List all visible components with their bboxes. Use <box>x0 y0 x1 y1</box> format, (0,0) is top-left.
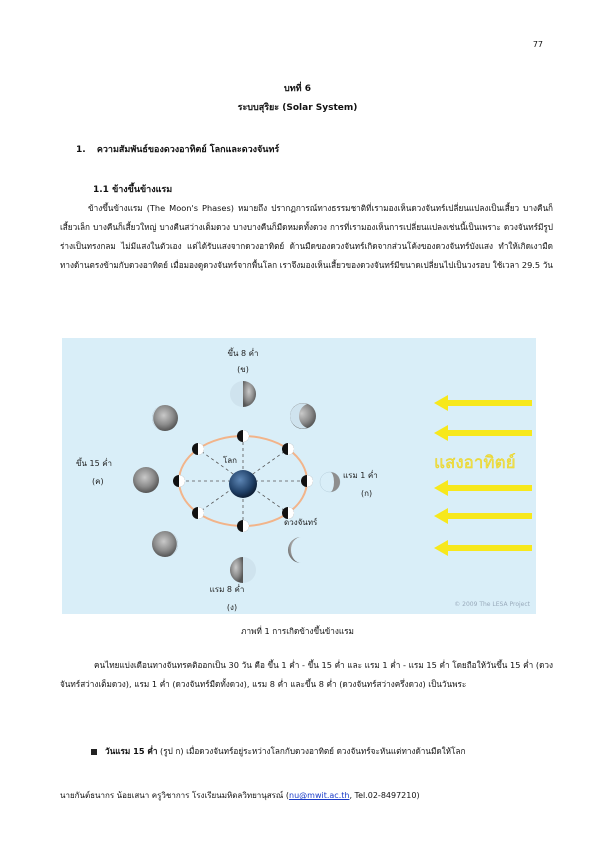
section-heading <box>76 142 279 156</box>
page-footer <box>60 789 420 802</box>
earth <box>229 470 257 498</box>
moon-phases-figure <box>62 338 536 614</box>
figure-copyright: © 2009 The LESA Project <box>454 601 530 608</box>
page-number: 77 <box>532 40 543 49</box>
label-right: แรม 1 ค่ำ <box>343 471 378 480</box>
figure-caption: ภาพที่ 1 การเกิดข้างขึ้นข้างแรม <box>241 626 354 636</box>
chapter-heading: บทที่ 6 <box>284 84 311 94</box>
subsection-heading: 1.1 ข้างขึ้นข้างแรม <box>93 185 173 195</box>
footer-text: นายกันต์ธนากร น้อยเสนา ครูวิชาการ โรงเรียนมหิดลวิทยานุสรณ์ ( <box>60 791 290 800</box>
bullet-text: (รูป ก) เมื่อดวงจันทร์อยู่ระหว่างโลกกับดวงอาทิตย์ ดวงจันทร์จะหันแต่ทางด้านมืดให้โลก <box>157 746 466 756</box>
label-bottom-letter: (ง) <box>226 603 238 612</box>
sunlight-label: แสงอาทิตย์ <box>434 453 516 473</box>
section-text: ความสัมพันธ์ของดวงอาทิตย์ โลกและดวงจันทร์ <box>96 145 280 155</box>
footer-email-link[interactable]: nu@mwit.ac.th <box>289 791 350 800</box>
paragraph-thai-calendar: คนไทยแบ่งเดือนทางจันทรคติออกเป็น 30 วัน คือ ขึ้น 1 ค่ำ - ขึ้น 15 ค่ำ และ แรม 1 ค่ำ - แรม 15 ค่ำ โดยถือให้วันขึ้น 15 ค่ำ (ดวงจันทร์สว่างเต็มดวง), แรม 1 ค่ำ (ดวงจันทร์มืดทั้งดวง), แรม 8 ค่ำ และขึ้น 8 ค่ำ (ดวงจันทร์สว่างครึ่งดวง) เป็นวันพระ <box>60 660 553 689</box>
bullet-item <box>91 740 561 763</box>
label-left-letter: (ค) <box>92 477 104 486</box>
label-left: ขึ้น 15 ค่ำ <box>76 459 113 468</box>
footer-tel: , Tel.02-8497210) <box>349 791 420 800</box>
moon-phases-diagram <box>62 338 536 614</box>
bullet-bold: วันแรม 15 ค่ำ <box>105 746 158 756</box>
section-number: 1. <box>76 145 86 155</box>
label-bottom: แรม 8 ค่ำ <box>209 585 245 594</box>
bullet-square-icon <box>91 749 97 755</box>
label-top: ขึ้น 8 ค่ำ <box>227 349 259 358</box>
sunlight-arrows <box>434 395 532 556</box>
label-right-letter: (ก) <box>361 489 373 498</box>
paragraph-moon-phases: ข้างขึ้นข้างแรม (The Moon's Phases) หมายถึง ปรากฏการณ์ทางธรรมชาติที่เรามองเห็นดวงจันทร์เปลี่ยนแปลงเป็นเสี้ยว บางคืนก็เสี้ยวเล็ก บางคืนก็เสี้ยวใหญ่ บางคืนสว่างเต็มดวง บางบางคืนก็มืดหมดทั้งดวง การที่เรามองเห็นการเปลี่ยนแปลงเช่นนี้เป็นเพราะ ดวงจันทร์มีรูปร่างเป็นทรงกลม ไม่มีแสงในตัวเอง แต่ได้รับแสงจากดวงอาทิตย์ ด้านมืดของดวงจันทร์เกิดจากส่วนโค้งของดวงจันทร์บังแสง ทำให้เกิดเงามืดทางด้านตรงข้ามกับดวงอาทิตย์ เมื่อมองดูดวงจันทร์จากพื้นโลก เราจึงมองเห็นเสี้ยวของดวงจันทร์มีขนาดเปลี่ยนไปเป็นวงรอบ ใช้เวลา 29.5 วัน <box>60 203 553 270</box>
chapter-title: ระบบสุริยะ (Solar System) <box>237 103 358 113</box>
label-moon: ดวงจันทร์ <box>284 518 318 527</box>
label-top-letter: (ข) <box>237 365 249 374</box>
label-earth: โลก <box>222 456 238 465</box>
